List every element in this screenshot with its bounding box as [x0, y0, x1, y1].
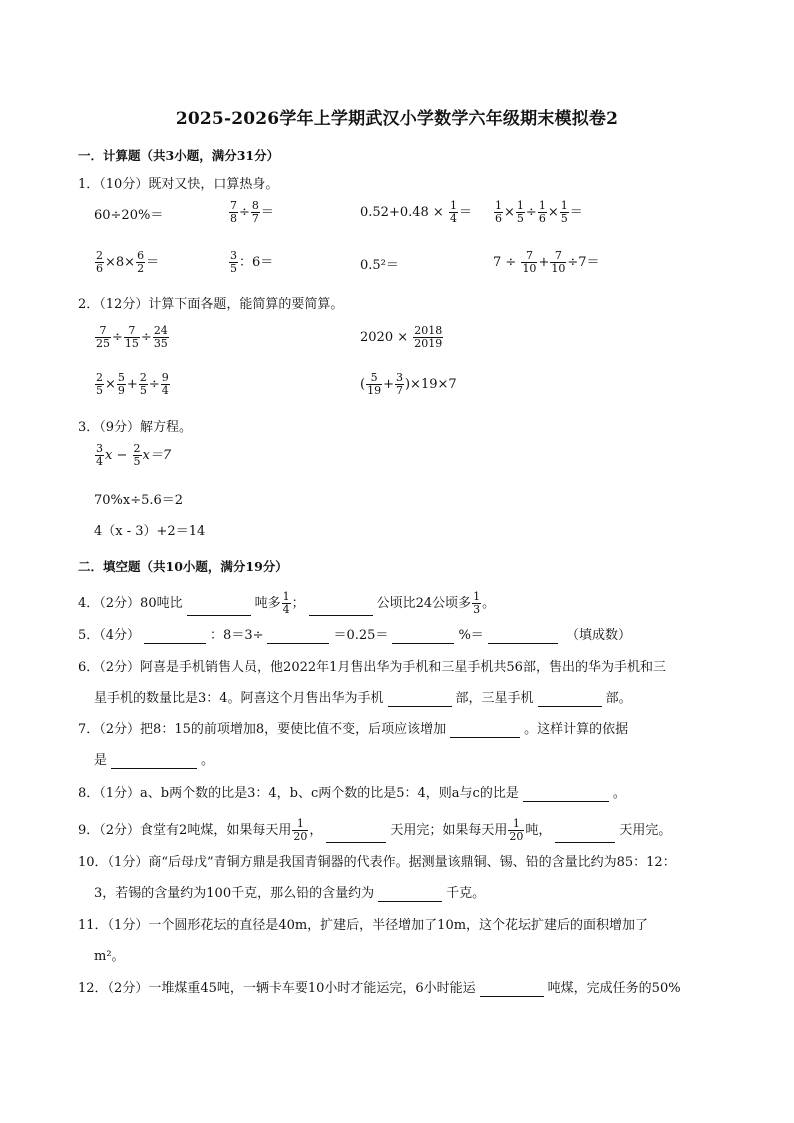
numerator: 2: [139, 371, 147, 384]
question-2-label: 2．（12分）计算下面各题，能简算的要简算。: [78, 297, 344, 312]
numerator: 1: [516, 199, 524, 212]
denominator: 35: [153, 337, 168, 350]
question-7-line-2: 是 。: [94, 753, 215, 768]
fraction: [494, 200, 503, 225]
fraction: [282, 591, 291, 616]
numerator: 9: [161, 371, 169, 384]
fraction: [472, 591, 481, 616]
question-9: 9．（2分）食堂有2吨煤，如果每天用 $\frac{1}{20}$ ， 天用完；如果每天用 $\frac{1}{20}$ 吨， 天用完。: [78, 817, 672, 843]
denominator: 10: [551, 262, 566, 275]
fraction: [133, 443, 142, 468]
denominator: 6: [495, 212, 502, 225]
denominator: 7: [251, 212, 259, 225]
calc-1-3: 0.52+0.48 × $\frac{1}{4}$ ＝: [360, 199, 472, 225]
denominator: 19: [367, 384, 382, 397]
fraction: [95, 443, 104, 468]
numerator: 3: [395, 371, 403, 384]
fraction: [124, 325, 140, 350]
answer-blank[interactable]: [187, 601, 251, 616]
numerator: 1: [560, 199, 568, 212]
question-3-label: 3．（9分）解方程。: [78, 420, 193, 435]
calc-1-1: 60÷20%＝: [94, 208, 164, 223]
fraction: [413, 325, 443, 350]
numerator: 5: [117, 371, 125, 384]
calc-1-6: $\frac{3}{5}$ ：6＝: [230, 249, 274, 275]
fraction: [292, 818, 308, 843]
question-6-line-2: 星手机的数量比是3：4。阿喜这个月售出华为手机 部，三星手机 部。: [94, 691, 632, 706]
denominator: 5: [560, 212, 568, 225]
fraction: [95, 372, 104, 397]
fraction: [550, 250, 566, 275]
answer-blank[interactable]: [326, 828, 386, 843]
calc-1-8: 7 ÷ $\frac{7}{10}$ + $\frac{7}{10}$ ÷7＝: [493, 249, 600, 275]
calc-1-2: $\frac{7}{8}$ ÷ $\frac{8}{7}$ ＝: [230, 199, 274, 225]
fraction: [395, 372, 404, 397]
answer-blank[interactable]: [488, 629, 558, 644]
denominator: 25: [96, 337, 110, 350]
fraction: [95, 325, 111, 350]
question-10-line-1: 10．（1分）商“后母戊”青铜方鼎是我国青铜器的代表作。据测量该鼎铜、锡、铅的含量比约为85：12：: [78, 855, 676, 870]
numerator: 1: [473, 590, 481, 603]
denominator: 4: [449, 212, 457, 225]
numerator: 2: [96, 371, 103, 384]
fraction: [229, 250, 238, 275]
numerator: 2: [133, 442, 141, 455]
denominator: 9: [117, 384, 125, 397]
fraction: [161, 372, 170, 397]
page-title: 2025-2026学年上学期武汉小学数学六年级期末模拟卷2: [175, 109, 619, 129]
calc-2-4: ( $\frac{5}{19}$ + $\frac{3}{7}$ )×19×7: [360, 371, 457, 397]
denominator: 4: [96, 455, 103, 468]
fraction: [366, 372, 382, 397]
answer-blank[interactable]: [309, 601, 373, 616]
numerator: 24: [153, 324, 168, 337]
denominator: 4: [282, 603, 290, 616]
question-5: 5．（4分） ：8＝3÷ ＝0.25＝ %＝ （填成数）: [78, 628, 631, 643]
denominator: 6: [96, 262, 103, 275]
numerator: 7: [230, 199, 237, 212]
section-heading: 一．计算题（共3小题，满分31分）: [78, 148, 280, 163]
answer-blank[interactable]: [144, 629, 206, 644]
calc-2-3: $\frac{2}{5}$ × $\frac{5}{9}$ + $\frac{2}{5}$ ÷ $\frac{9}{4}$: [96, 371, 169, 397]
question-11-line-2: m²。: [94, 949, 125, 964]
question-12: 12．（2分）一堆煤重45吨，一辆卡车要10小时才能运完，6小时能运 吨煤，完成任务的50%: [78, 981, 681, 996]
numerator: 3: [96, 442, 103, 455]
question-7-line-1: 7．（2分）把8：15的前项增加8，要使比值不变，后项应该增加 。这样计算的依据: [78, 722, 629, 737]
fraction: [521, 250, 537, 275]
numerator: 1: [449, 199, 457, 212]
answer-blank[interactable]: [538, 692, 602, 707]
denominator: 4: [161, 384, 169, 397]
numerator: 1: [282, 590, 290, 603]
denominator: 3: [473, 603, 481, 616]
numerator: 7: [525, 249, 533, 262]
denominator: 20: [293, 830, 308, 843]
answer-blank[interactable]: [450, 723, 520, 738]
fraction: [449, 200, 458, 225]
question-6-line-1: 6．（2分）阿喜是手机销售人员，他2022年1月售出华为手机和三星手机共56部，售出的华为手机和三: [78, 660, 666, 675]
denominator: 2019: [414, 337, 443, 350]
numerator: 5: [370, 371, 378, 384]
equation-2: 70%x÷5.6＝2: [94, 493, 184, 508]
question-10-line-2: 3，若锡的含量约为100千克，那么铅的含量约为 千克。: [94, 886, 486, 901]
denominator: 5: [139, 384, 147, 397]
numerator: 7: [128, 324, 136, 337]
numerator: 1: [296, 817, 304, 830]
denominator: 5: [230, 262, 237, 275]
fraction: [153, 325, 169, 350]
denominator: 2: [137, 262, 145, 275]
calc-1-4: $\frac{1}{6}$ × $\frac{1}{5}$ ÷ $\frac{1}{6}$ × $\frac{1}{5}$ ＝: [495, 199, 583, 225]
calc-2-1: $\frac{7}{25}$ ÷ $\frac{7}{15}$ ÷ $\frac{24}{35}$: [96, 324, 168, 350]
denominator: 8: [230, 212, 237, 225]
fraction: [117, 372, 126, 397]
denominator: 6: [538, 212, 546, 225]
calc-2-2: 2020 × $\frac{2018}{2019}$: [360, 324, 443, 350]
fraction: [508, 818, 524, 843]
calc-1-7: 0.5²＝: [360, 258, 399, 273]
question-4: 4．（2分）80吨比 吨多 $\frac{1}{4}$ ； 公顷比24公顷多 $\frac{1}{3}$ 。: [78, 590, 496, 616]
denominator: 5: [96, 384, 103, 397]
equation-3: 4（x - 3）+2＝14: [94, 524, 206, 539]
fraction: [139, 372, 148, 397]
question-1-label: 1．（10分）既对又快，口算热身。: [78, 177, 279, 192]
numerator: 8: [251, 199, 259, 212]
numerator: 7: [99, 324, 107, 337]
fraction: [95, 250, 104, 275]
denominator: 15: [124, 337, 139, 350]
fraction: [538, 200, 547, 225]
fraction: [136, 250, 145, 275]
fraction: [229, 200, 238, 225]
numerator: 7: [554, 249, 562, 262]
answer-blank[interactable]: [388, 692, 452, 707]
numerator: 1: [512, 817, 520, 830]
denominator: 5: [133, 455, 141, 468]
question-8: 8．（1分）a、b两个数的比是3：4，b、c两个数的比是5：4，则a与c的比是 。: [78, 786, 626, 801]
question-11-line-1: 11．（1分）一个圆形花坛的直径是40m，扩建后，半径增加了10m，这个花坛扩建后的面积增加了: [78, 918, 649, 933]
calc-1-5: $\frac{2}{6}$ ×8× $\frac{6}{2}$ ＝: [96, 249, 160, 275]
numerator: 2: [96, 249, 103, 262]
fraction: [516, 200, 525, 225]
numerator: 1: [538, 199, 546, 212]
answer-blank[interactable]: [523, 787, 609, 802]
denominator: 7: [395, 384, 403, 397]
numerator: 2018: [414, 324, 443, 337]
section-heading: 二．填空题（共10小题，满分19分）: [78, 559, 288, 574]
answer-blank[interactable]: [555, 828, 615, 843]
answer-blank[interactable]: [267, 629, 329, 644]
answer-blank[interactable]: [378, 887, 442, 902]
numerator: 3: [230, 249, 237, 262]
denominator: 5: [516, 212, 524, 225]
fraction: [560, 200, 569, 225]
denominator: 20: [509, 830, 524, 843]
numerator: 6: [137, 249, 145, 262]
answer-blank[interactable]: [392, 629, 454, 644]
answer-blank[interactable]: [111, 754, 197, 769]
answer-blank[interactable]: [480, 982, 544, 997]
fraction: [251, 200, 260, 225]
numerator: 1: [495, 199, 502, 212]
denominator: 10: [522, 262, 537, 275]
equation-1: $\frac{3}{4}$ x − $\frac{2}{5}$ x＝7: [96, 442, 172, 468]
